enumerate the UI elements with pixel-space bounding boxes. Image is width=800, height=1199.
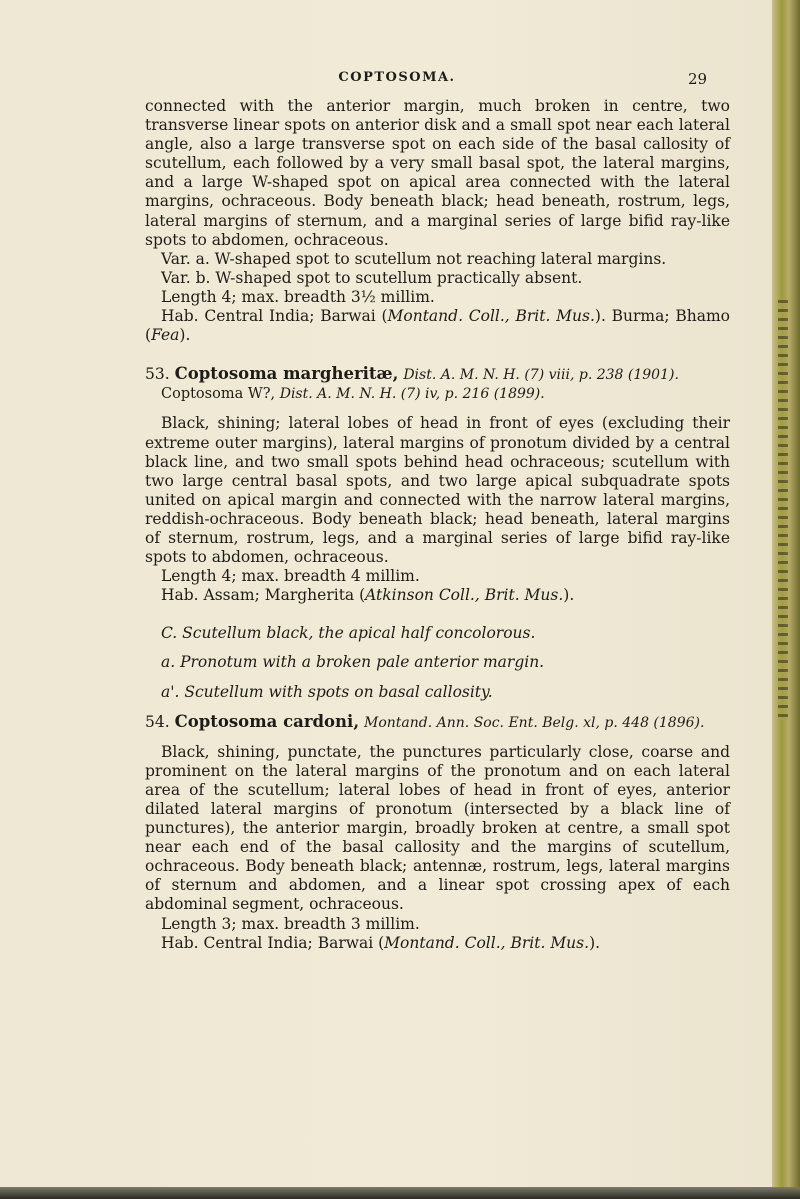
variety-a: Var. a. W-shaped spot to scutellum not reaching lateral margins. <box>161 249 667 268</box>
species-number: 54. <box>145 712 170 731</box>
size-line: Length 3; max. breadth 3 millim. <box>161 914 420 933</box>
collection-ref: Atkinson Coll., Brit. Mus. <box>365 586 564 605</box>
key-heading-a: a. Pronotum with a broken pale anterior margin. <box>161 653 545 672</box>
species-number: 53. <box>145 365 170 384</box>
collector-ref: Fea <box>151 326 180 345</box>
species-name: Coptosoma margheritæ, <box>174 364 399 384</box>
habitat-line <box>145 586 730 605</box>
variety-b: Var. b. W-shaped spot to scutellum practically absent. <box>161 268 583 287</box>
page-edge-scan-artifact <box>772 0 800 1199</box>
key-heading-c: C. Scutellum black, the apical half concolorous. <box>161 624 536 643</box>
running-head: COPTOSOMA. <box>338 70 456 85</box>
size-line: Length 4; max. breadth 4 millim. <box>161 567 420 586</box>
intro-paragraph: connected with the anterior margin, much broken in centre, two transverse linear spots on anterior disk and a small spot near each lateral angle, also a large transverse spot on each side of the basal callosity of scutellum, each followed by a very small basal spot, the lateral margins, and a large W-shaped spot on apical area connected with the lateral margins, ochraceous. Body beneath black; head beneath, rostrum, legs, lateral margins of sternum, and a marginal series of large bifid ray-like spots to abdomen, ochraceous. <box>145 97 730 249</box>
habitat-text: Hab. Assam; Margherita ( <box>161 586 366 605</box>
page-number: 29 <box>688 70 708 88</box>
synonym-reference: Dist. A. M. N. H. (7) iv, p. 216 (1899). <box>279 386 545 403</box>
habitat-text: ). Burma; Bhamo ( <box>145 307 730 345</box>
key-heading-a-prime: a'. Scutellum with spots on basal callosity. <box>161 682 493 701</box>
synonym-name: Coptosoma W?, <box>161 386 276 403</box>
habitat-text: Hab. Central India; Barwai ( <box>161 933 385 952</box>
bottom-scan-edge <box>0 1187 800 1199</box>
collection-ref: Montand. Coll., Brit. Mus. <box>384 933 590 952</box>
species-53-heading <box>145 364 730 385</box>
page-body <box>145 97 730 953</box>
species-53-description: Black, shining; lateral lobes of head in front of eyes (excluding their extreme outer margins), lateral margins of pronotum divided by a central black line, and two small spots behind head ochraceous; scutellum with two large central basal spots, and two large apical subquadrate spots united on apical margin and connected with the narrow lateral margins, reddish-ochraceous. Body beneath black; head beneath, lateral margins of sternum, rostrum, legs, and a marginal series of large bifid ray-like spots to abdomen, ochraceous. <box>145 414 730 567</box>
species-54-heading <box>145 712 730 733</box>
species-53-synonym <box>145 385 730 404</box>
habitat-line <box>145 934 730 953</box>
species-reference: Montand. Ann. Soc. Ent. Belg. xl, p. 448 (1896). <box>364 714 705 731</box>
size-line: Length 4; max. breadth 3½ millim. <box>161 287 435 306</box>
collection-ref: Montand. Coll., Brit. Mus. <box>387 307 595 326</box>
habitat-text: ). <box>563 586 575 605</box>
species-54-description: Black, shining, punctate, the punctures particularly close, coarse and prominent on the lateral margins of the pronotum and on each lateral area of the scutellum; lateral lobes of head in front of eyes, anterior dilated lateral margins of pronotum (intersected by a black line of punctures), the anterior margin, broadly broken at centre, a small spot near each end of the basal callosity and the margins of scutellum, ochraceous. Body beneath black; antennæ, rostrum, legs, lateral margins of sternum and abdomen, and a linear spot crossing apex of each abdominal segment, ochraceous. <box>145 742 730 914</box>
species-name: Coptosoma cardoni, <box>174 711 360 731</box>
species-reference: Dist. A. M. N. H. (7) viii, p. 238 (1901). <box>403 367 679 384</box>
habitat-text: Hab. Central India; Barwai ( <box>161 307 388 326</box>
habitat-text: ). <box>179 326 191 345</box>
habitat-line <box>145 307 730 345</box>
habitat-text: ). <box>589 933 601 952</box>
